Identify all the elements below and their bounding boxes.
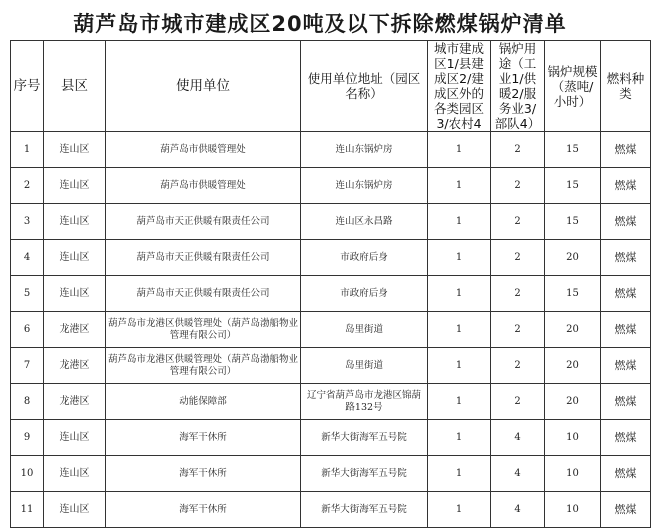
cell-address: 岛里街道: [301, 348, 428, 384]
cell-address: 新华大街海军五号院: [301, 420, 428, 456]
header-capacity: 锅炉规模（蒸吨/小时）: [545, 41, 601, 132]
cell-unit: 葫芦岛市龙港区供暖管理处（葫芦岛渤船物业管理有限公司）: [106, 348, 301, 384]
cell-purpose: 2: [491, 312, 545, 348]
table-row: [11, 420, 651, 456]
cell-county: 龙港区: [44, 348, 106, 384]
cell-county: 连山区: [44, 276, 106, 312]
cell-address: 岛里街道: [301, 312, 428, 348]
cell-fuel: 燃煤: [601, 204, 651, 240]
cell-fuel: 燃煤: [601, 240, 651, 276]
cell-area: 1: [428, 312, 491, 348]
cell-unit: 葫芦岛市龙港区供暖管理处（葫芦岛渤船物业管理有限公司）: [106, 312, 301, 348]
cell-seq: 10: [11, 456, 44, 492]
cell-address: 辽宁省葫芦岛市龙港区锦葫路132号: [301, 384, 428, 420]
table-row: [11, 492, 651, 528]
cell-area: 1: [428, 492, 491, 528]
cell-fuel: 燃煤: [601, 168, 651, 204]
cell-unit: 海军干休所: [106, 420, 301, 456]
cell-purpose: 2: [491, 240, 545, 276]
cell-purpose: 4: [491, 492, 545, 528]
cell-address: 市政府后身: [301, 276, 428, 312]
cell-unit: 动能保障部: [106, 384, 301, 420]
cell-address: 市政府后身: [301, 240, 428, 276]
cell-unit: 葫芦岛市天正供暖有限责任公司: [106, 276, 301, 312]
table-row: [11, 240, 651, 276]
cell-purpose: 2: [491, 384, 545, 420]
cell-area: 1: [428, 168, 491, 204]
boiler-table: [10, 40, 651, 528]
cell-capacity: 15: [545, 276, 601, 312]
cell-purpose: 4: [491, 420, 545, 456]
cell-county: 连山区: [44, 492, 106, 528]
cell-seq: 1: [11, 132, 44, 168]
table-row: [11, 132, 651, 168]
cell-county: 连山区: [44, 420, 106, 456]
cell-county: 龙港区: [44, 312, 106, 348]
cell-seq: 2: [11, 168, 44, 204]
header-seq: 序号: [11, 41, 44, 132]
cell-unit: 葫芦岛市供暖管理处: [106, 168, 301, 204]
cell-capacity: 10: [545, 492, 601, 528]
cell-seq: 7: [11, 348, 44, 384]
cell-area: 1: [428, 204, 491, 240]
cell-seq: 4: [11, 240, 44, 276]
cell-county: 龙港区: [44, 384, 106, 420]
cell-capacity: 20: [545, 348, 601, 384]
cell-address: 新华大街海军五号院: [301, 456, 428, 492]
header-purpose: 锅炉用途（工业1/供暖2/服务业3/部队4）: [491, 41, 545, 132]
cell-fuel: 燃煤: [601, 276, 651, 312]
cell-unit: 海军干休所: [106, 492, 301, 528]
table-row: [11, 168, 651, 204]
cell-county: 连山区: [44, 456, 106, 492]
cell-seq: 8: [11, 384, 44, 420]
cell-area: 1: [428, 420, 491, 456]
table-row: [11, 204, 651, 240]
cell-county: 连山区: [44, 240, 106, 276]
header-address: 使用单位地址（园区名称）: [301, 41, 428, 132]
cell-capacity: 20: [545, 384, 601, 420]
table-row: [11, 456, 651, 492]
cell-seq: 5: [11, 276, 44, 312]
table-row: [11, 384, 651, 420]
header-fuel: 燃料种类: [601, 41, 651, 132]
cell-fuel: 燃煤: [601, 420, 651, 456]
cell-purpose: 2: [491, 132, 545, 168]
cell-area: 1: [428, 240, 491, 276]
cell-fuel: 燃煤: [601, 384, 651, 420]
table-row: [11, 276, 651, 312]
cell-purpose: 2: [491, 276, 545, 312]
cell-purpose: 2: [491, 348, 545, 384]
page-title: 葫芦岛市城市建成区20吨及以下拆除燃煤锅炉清单: [73, 12, 567, 36]
cell-address: 连山东锅炉房: [301, 132, 428, 168]
cell-seq: 11: [11, 492, 44, 528]
cell-seq: 3: [11, 204, 44, 240]
cell-unit: 葫芦岛市天正供暖有限责任公司: [106, 240, 301, 276]
cell-fuel: 燃煤: [601, 132, 651, 168]
cell-area: 1: [428, 456, 491, 492]
header-unit: 使用单位: [106, 41, 301, 132]
cell-capacity: 10: [545, 420, 601, 456]
cell-capacity: 15: [545, 168, 601, 204]
cell-unit: 葫芦岛市供暖管理处: [106, 132, 301, 168]
cell-capacity: 15: [545, 204, 601, 240]
header-area: 城市建成区1/县建成区2/建成区外的各类园区3/农村4: [428, 41, 491, 132]
table-row: [11, 312, 651, 348]
cell-purpose: 2: [491, 168, 545, 204]
cell-purpose: 4: [491, 456, 545, 492]
cell-capacity: 20: [545, 240, 601, 276]
cell-capacity: 10: [545, 456, 601, 492]
cell-address: 新华大街海军五号院: [301, 492, 428, 528]
cell-unit: 葫芦岛市天正供暖有限责任公司: [106, 204, 301, 240]
cell-fuel: 燃煤: [601, 348, 651, 384]
table-row: [11, 348, 651, 384]
cell-capacity: 15: [545, 132, 601, 168]
cell-capacity: 20: [545, 312, 601, 348]
cell-fuel: 燃煤: [601, 312, 651, 348]
cell-county: 连山区: [44, 132, 106, 168]
cell-area: 1: [428, 276, 491, 312]
cell-area: 1: [428, 132, 491, 168]
cell-fuel: 燃煤: [601, 456, 651, 492]
header-row: [11, 41, 651, 132]
cell-address: 连山东锅炉房: [301, 168, 428, 204]
header-county: 县区: [44, 41, 106, 132]
cell-county: 连山区: [44, 204, 106, 240]
cell-purpose: 2: [491, 204, 545, 240]
cell-seq: 6: [11, 312, 44, 348]
cell-fuel: 燃煤: [601, 492, 651, 528]
cell-area: 1: [428, 384, 491, 420]
cell-area: 1: [428, 348, 491, 384]
cell-county: 连山区: [44, 168, 106, 204]
cell-address: 连山区永昌路: [301, 204, 428, 240]
cell-unit: 海军干休所: [106, 456, 301, 492]
cell-seq: 9: [11, 420, 44, 456]
